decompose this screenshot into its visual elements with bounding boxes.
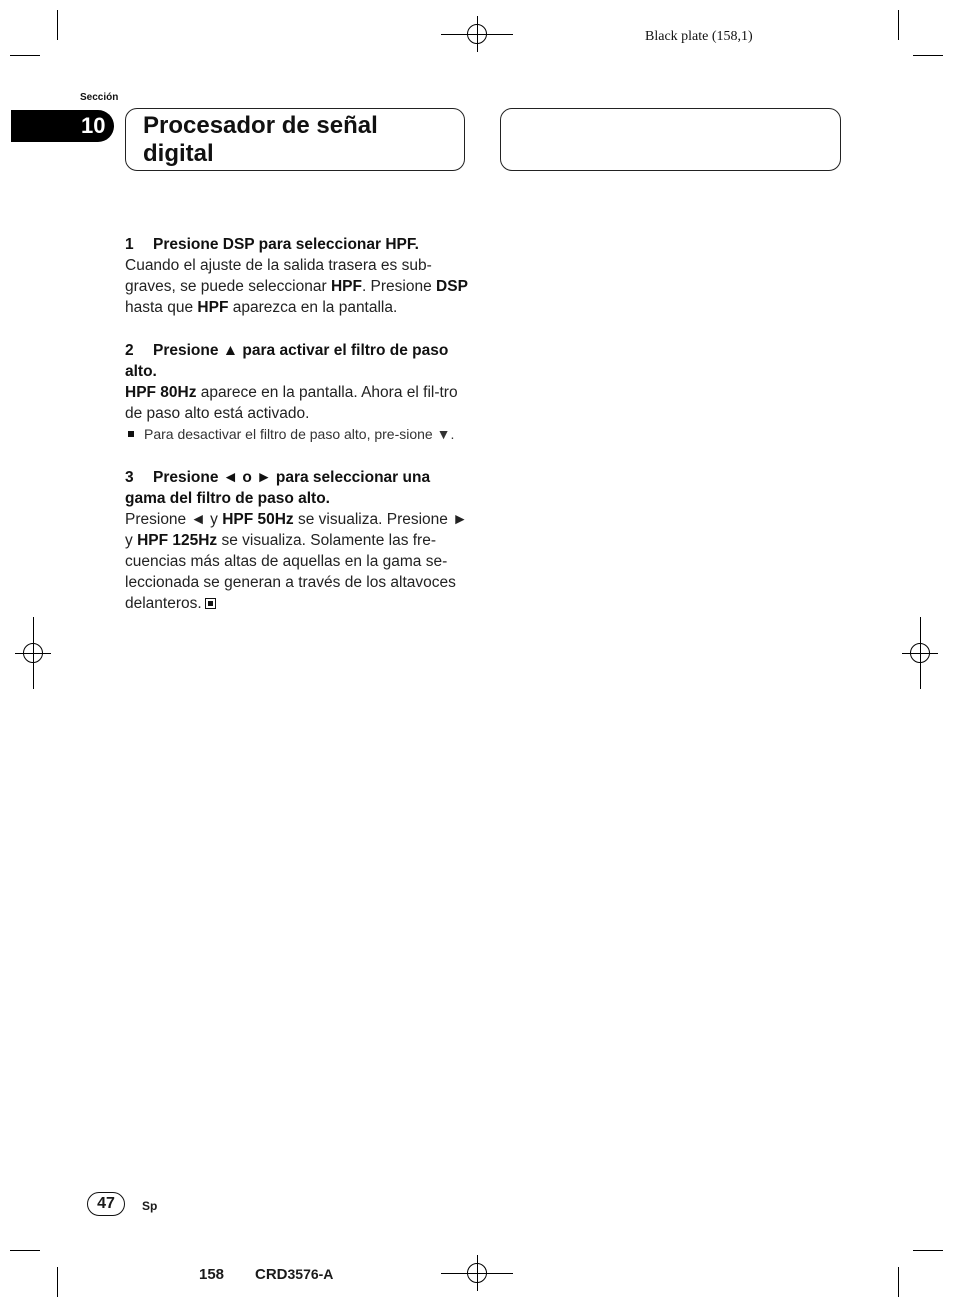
body-text: hasta que (125, 299, 198, 316)
language-code: Sp (142, 1199, 158, 1213)
bold-term: DSP (436, 278, 468, 295)
footer-page-number: 158 (199, 1266, 225, 1283)
step-number: 3 (125, 469, 134, 486)
bold-term: HPF (197, 299, 229, 316)
step-2 (125, 340, 470, 445)
step-heading: Presione ◄ o ► para seleccionar una gama del filtro de paso alto. (125, 469, 431, 507)
body-text: se visualiza. Solamente las fre-cuencias más altas de aquellas en la gama se-leccionada se generan a través de los altavoces delanteros. (125, 532, 456, 612)
main-content (125, 234, 470, 636)
plate-label: Black plate (158,1) (645, 29, 753, 44)
step-3 (125, 467, 470, 614)
bold-term: HPF 80Hz (125, 384, 197, 401)
page-number: 47 (87, 1192, 125, 1216)
section-number: 10 (81, 113, 106, 138)
step-number: 1 (125, 236, 134, 253)
bold-term: HPF (330, 278, 362, 295)
bold-term: HPF 125Hz (137, 532, 218, 549)
step-body (125, 382, 470, 424)
step-heading: Presione ▲ para activar el filtro de paso alto. (125, 342, 449, 380)
bold-term: HPF 50Hz (222, 511, 294, 528)
step-body (125, 511, 468, 612)
section-title-box (125, 108, 465, 171)
body-text: se visualiza. Presione ► y (125, 511, 468, 549)
empty-header-box (500, 108, 841, 171)
step-body (125, 255, 470, 318)
step-number: 2 (125, 342, 134, 359)
bullet-square-icon (128, 431, 134, 437)
end-of-section-icon (205, 598, 216, 609)
footer-model: CRD3576-A (255, 1266, 334, 1283)
body-text: aparece en la pantalla. Ahora el fil-tro de paso alto está activado. (125, 384, 458, 422)
body-text: Presione ◄ y (125, 511, 223, 528)
body-text: aparezca en la pantalla. (228, 299, 398, 316)
section-title: Procesador de señal digital (143, 112, 378, 167)
step-note: Para desactivar el filtro de paso alto, pre-sione ▼. (125, 424, 470, 445)
section-number-tab (11, 110, 114, 142)
step-heading: Presione DSP para seleccionar HPF. (153, 236, 419, 253)
body-text: Cuando el ajuste de la salida trasera es sub-graves, se puede seleccionar (125, 257, 432, 295)
step-1 (125, 234, 470, 318)
section-label: Sección (80, 92, 119, 103)
body-text: . Presione (361, 278, 437, 295)
